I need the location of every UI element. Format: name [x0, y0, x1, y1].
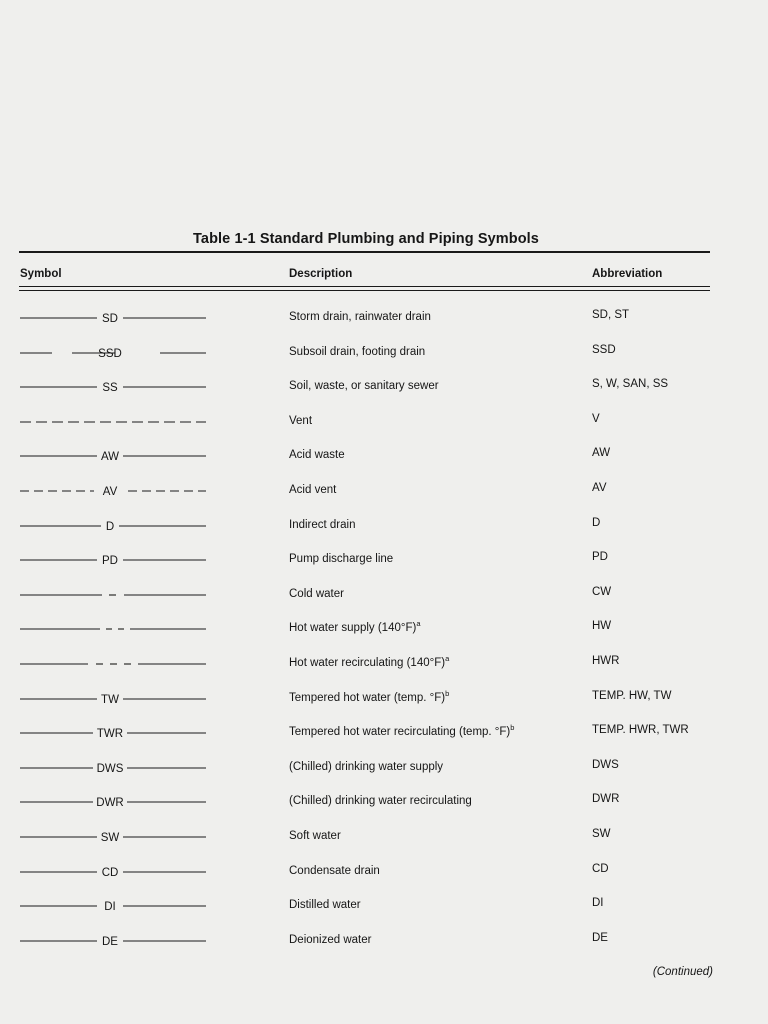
pipe-symbol: [20, 413, 210, 433]
row-description: (Chilled) drinking water supply: [289, 761, 444, 773]
pipe-symbol: [20, 863, 210, 883]
pipe-symbol: [20, 447, 210, 467]
pipe-symbol-graphic: [20, 863, 210, 883]
row-description: Hot water recirculating $(140^\circ F)^a$: [289, 654, 450, 669]
title-rule: [19, 251, 710, 253]
symbol-label: CD: [101, 867, 119, 879]
pipe-symbol: [20, 690, 210, 710]
row-description: Acid waste: [289, 449, 345, 461]
pipe-symbol-graphic: [20, 309, 210, 329]
table-title: Table 1-1 Standard Plumbing and Piping Symbols: [193, 231, 539, 247]
pipe-symbol-graphic: [20, 482, 210, 502]
pipe-symbol: [20, 724, 210, 744]
column-header-symbol: Symbol: [20, 268, 62, 280]
symbol-label: DE: [102, 936, 118, 948]
pipe-symbol: [20, 551, 210, 571]
table-row: [0, 586, 768, 606]
row-description: Vent: [289, 415, 313, 427]
table-row: [0, 863, 768, 883]
pipe-symbol: [20, 932, 210, 952]
symbol-label: SSD: [98, 348, 122, 360]
row-description: Storm drain, rainwater drain: [289, 311, 431, 323]
pipe-symbol-graphic: [20, 690, 210, 710]
pipe-symbol-graphic: [20, 828, 210, 848]
table-row: [0, 344, 768, 364]
row-abbreviation: SW: [592, 828, 611, 840]
symbol-label: DWS: [96, 763, 124, 775]
symbol-label: AW: [100, 451, 120, 463]
row-description: Indirect drain: [289, 519, 356, 531]
column-header-description: Description: [289, 268, 353, 280]
table-row: [0, 793, 768, 813]
row-abbreviation: DE: [592, 932, 608, 944]
pipe-symbol-graphic: [20, 897, 210, 917]
row-abbreviation: DI: [592, 897, 604, 909]
symbol-label: SS: [102, 382, 118, 394]
symbol-label: DI: [104, 901, 116, 913]
symbol-label: AV: [102, 486, 118, 498]
header-rule: [19, 286, 710, 287]
row-abbreviation: SSD: [592, 344, 616, 356]
footnote-marker: b: [510, 723, 515, 732]
table-row: [0, 378, 768, 398]
row-description: Pump discharge line: [289, 553, 394, 565]
continued-note: (Continued): [652, 966, 713, 978]
table-row: [0, 551, 768, 571]
pipe-symbol-graphic: [20, 759, 210, 779]
symbol-label: SD: [102, 313, 118, 325]
pipe-symbol-graphic: [20, 378, 210, 398]
pipe-symbol-graphic: [20, 517, 210, 537]
row-abbreviation: CW: [592, 586, 612, 598]
row-abbreviation: S, W, SAN, SS: [592, 378, 669, 390]
row-abbreviation: AW: [592, 447, 611, 459]
row-abbreviation: PD: [592, 551, 608, 563]
pipe-symbol: [20, 344, 210, 364]
table-row: [0, 759, 768, 779]
pipe-symbol: [20, 793, 210, 813]
pipe-symbol-graphic: [20, 447, 210, 467]
pipe-symbol-graphic: [20, 620, 210, 640]
footnote-marker: a: [445, 654, 450, 663]
row-abbreviation: V: [592, 413, 600, 425]
row-description: Subsoil drain, footing drain: [289, 346, 426, 358]
pipe-symbol-graphic: [20, 413, 210, 433]
row-description: Condensate drain: [289, 865, 380, 877]
row-abbreviation: TEMP. HWR, TWR: [592, 724, 689, 736]
row-abbreviation: HW: [592, 620, 612, 632]
row-description: Distilled water: [289, 899, 361, 911]
table-row: [0, 828, 768, 848]
row-abbreviation: DWR: [592, 793, 620, 805]
table-row: [0, 897, 768, 917]
pipe-symbol: [20, 759, 210, 779]
row-description: Cold water: [289, 588, 344, 600]
row-description: Soil, waste, or sanitary sewer: [289, 380, 439, 392]
header-rule-double: [19, 290, 710, 291]
table-row: [0, 413, 768, 433]
pipe-symbol: [20, 378, 210, 398]
table-row: [0, 482, 768, 502]
symbol-label: TWR: [96, 728, 124, 740]
row-abbreviation: CD: [592, 863, 609, 875]
pipe-symbol-graphic: [20, 655, 210, 675]
table-row: [0, 620, 768, 640]
row-description: Acid vent: [289, 484, 337, 496]
pipe-symbol-graphic: [20, 344, 210, 364]
table-row: [0, 932, 768, 952]
row-description: Deionized water: [289, 934, 372, 946]
pipe-symbol: [20, 517, 210, 537]
row-description: Hot water supply $(140^\circ F)^a$: [289, 619, 421, 634]
row-description: (Chilled) drinking water recirculating: [289, 795, 472, 807]
footnote-marker: b: [445, 689, 450, 698]
pipe-symbol-graphic: [20, 551, 210, 571]
table-row: [0, 309, 768, 329]
pipe-symbol-graphic: [20, 724, 210, 744]
table-row: [0, 517, 768, 537]
row-abbreviation: HWR: [592, 655, 620, 667]
row-abbreviation: D: [592, 517, 601, 529]
table-row: [0, 690, 768, 710]
footnote-marker: a: [416, 619, 421, 628]
pipe-symbol: [20, 897, 210, 917]
pipe-symbol: [20, 620, 210, 640]
table-row: [0, 724, 768, 744]
pipe-symbol-graphic: [20, 932, 210, 952]
pipe-symbol: [20, 828, 210, 848]
pipe-symbol: [20, 309, 210, 329]
symbol-label: DWR: [96, 797, 124, 809]
row-description: Soft water: [289, 830, 341, 842]
pipe-symbol: [20, 655, 210, 675]
pipe-symbol: [20, 482, 210, 502]
pipe-symbol-graphic: [20, 586, 210, 606]
column-header-abbreviation: Abbreviation: [592, 268, 663, 280]
pipe-symbol: [20, 586, 210, 606]
row-description: Tempered hot water recirculating (temp. °F)$^b$: [289, 723, 515, 738]
symbol-label: SW: [100, 832, 120, 844]
symbol-label: PD: [102, 555, 118, 567]
row-abbreviation: DWS: [592, 759, 619, 771]
table-row: [0, 447, 768, 467]
row-abbreviation: TEMP. HW, TW: [592, 690, 672, 702]
symbol-label: TW: [101, 694, 119, 706]
symbol-label: D: [105, 521, 115, 533]
pipe-symbol-graphic: [20, 793, 210, 813]
row-abbreviation: AV: [592, 482, 607, 494]
table-row: [0, 655, 768, 675]
row-abbreviation: SD, ST: [592, 309, 630, 321]
row-description: Tempered hot water (temp. °F)$^b$: [289, 689, 450, 704]
